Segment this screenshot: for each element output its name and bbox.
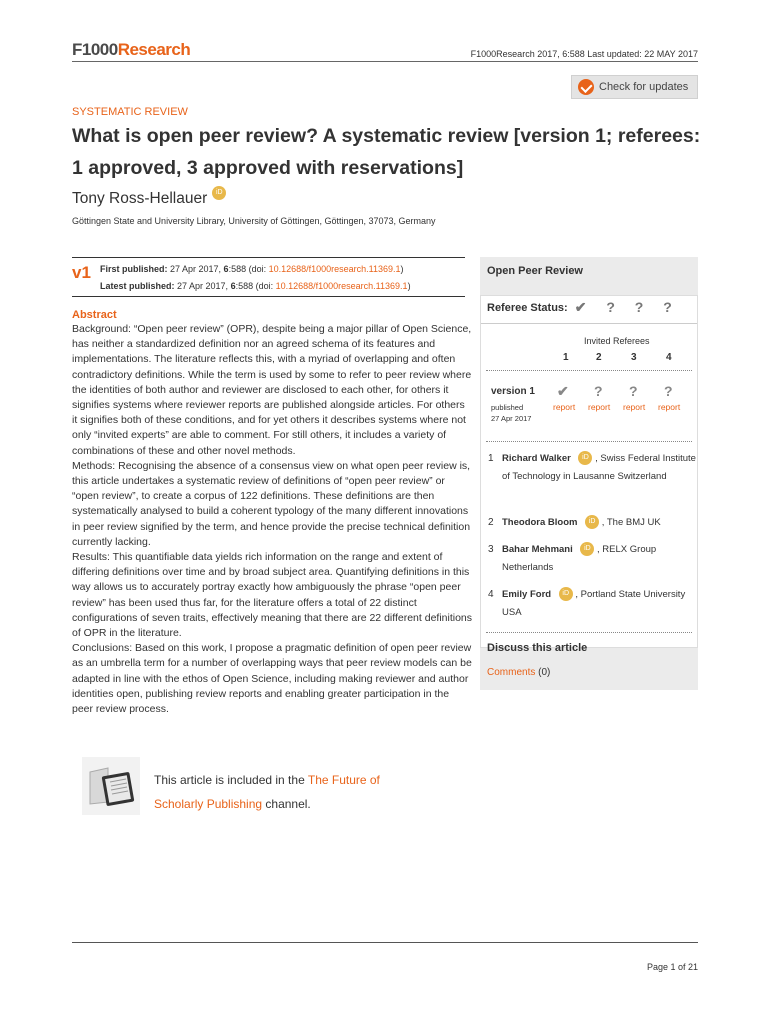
latest-published-label: Latest published: bbox=[100, 281, 175, 291]
referee-name[interactable]: Theodora Bloom bbox=[502, 517, 578, 528]
abstract-conclusions: Conclusions: Based on this work, I propose a pragmatic definition of open peer review as an umbrella term for a number of overlapping ways that peer review models can be adapted in line with the ethos of Open Science, including making reviewer and author identities open, publishing review reports and enabling greater participation in the peer review process. bbox=[72, 642, 472, 716]
abstract-body bbox=[72, 322, 472, 717]
author-affiliation: Göttingen State and University Library, University of Göttingen, Göttingen, 37073, Germany bbox=[72, 216, 436, 226]
first-published-line bbox=[100, 264, 404, 274]
referee-affiliation: , Swiss Federal Institute of Technology in Lausanne Switzerland bbox=[502, 453, 696, 482]
channel-text bbox=[154, 768, 414, 816]
referee-number-1: 1 bbox=[563, 352, 569, 363]
abstract-heading: Abstract bbox=[72, 309, 117, 321]
referee-status-row bbox=[487, 299, 680, 316]
orcid-icon[interactable]: iD bbox=[559, 587, 573, 601]
reservations-question-icon: ? bbox=[629, 383, 638, 399]
footer-divider bbox=[72, 942, 698, 943]
channel-link[interactable]: The Future of Scholarly Publishing bbox=[154, 773, 380, 811]
author-line bbox=[72, 190, 226, 208]
approved-check-icon: ✔ bbox=[557, 383, 569, 399]
logo-research: Research bbox=[117, 40, 191, 59]
open-peer-review-title: Open Peer Review bbox=[487, 265, 583, 277]
reservations-question-icon: ? bbox=[664, 383, 673, 399]
version-1-published bbox=[491, 402, 531, 424]
discuss-article-heading: Discuss this article bbox=[487, 642, 588, 654]
referee-affiliation: , Portland State University USA bbox=[502, 589, 686, 618]
latest-published-line bbox=[100, 281, 411, 291]
article-type-label: SYSTEMATIC REVIEW bbox=[72, 106, 188, 118]
referee-entry-number: 3 bbox=[488, 544, 494, 555]
referee-entry-number: 2 bbox=[488, 517, 494, 528]
tablet-book-icon bbox=[86, 764, 136, 808]
doi-close: ) bbox=[400, 264, 404, 274]
abstract-background: Background: “Open peer review” (OPR), despite being a major pillar of Open Science, has neither a standardized definition nor an agreed schema of its features and implementations. The literature reflects this, with a myriad of overlapping and often contradictory definitions. While the term is used by some to refer to peer review where the identities of both author and reviewer are disclosed to each other, for others it signifies systems where reviewer reports are published alongside articles. For others it signifies both of these conditions, and for yet others it describes systems where not only “invited experts” are able to comment. For still others, it includes a variety of combinations of these and other novel methods. bbox=[72, 323, 472, 457]
version-top-divider bbox=[72, 257, 465, 258]
referee-name[interactable]: Richard Walker bbox=[502, 453, 571, 464]
referees-bottom-divider bbox=[486, 632, 692, 633]
version-badge: v1 bbox=[72, 263, 91, 282]
referee-name[interactable]: Emily Ford bbox=[502, 589, 552, 600]
report-link-2[interactable]: report bbox=[588, 402, 611, 412]
header-divider bbox=[72, 61, 698, 62]
referee-status-label: Referee Status: bbox=[487, 301, 568, 314]
referee-entry-number: 4 bbox=[488, 589, 494, 600]
first-published-date: 27 Apr 2017, bbox=[167, 264, 224, 274]
abstract-results: Results: This quantifiable data yields rich information on the range and extent of differing definitions over time and by broad subject area. Quantifying definitions in this way allows us to accurately portray exactly how ambiguously the phrase “open peer review” has been used thus far, for the literature offers a total of 22 distinct configurations of seven traits, effectively meaning that there are 22 different definitions of OPR in the literature. bbox=[72, 551, 473, 640]
f1000research-logo[interactable] bbox=[72, 40, 190, 60]
version-bottom-divider bbox=[72, 296, 465, 297]
reservations-question-icon: ? bbox=[594, 383, 603, 399]
orcid-icon[interactable]: iD bbox=[580, 542, 594, 556]
comments-line bbox=[487, 667, 550, 678]
check-for-updates-button[interactable] bbox=[571, 75, 698, 99]
abstract-methods: Methods: Recognising the absence of a consensus view on what open peer review is, this article undertakes a systematic review of definitions of “open peer review” or “open review”, to create a corpus of 122 definitions. These definitions are then systematically analysed to build a coherent typology of the many different innovations in peer review signified by the term, and hence provide the precise technical definition currently lacking. bbox=[72, 459, 471, 548]
pages-doi-prefix: :588 (doi: bbox=[235, 281, 276, 291]
logo-f1000: F1000 bbox=[72, 40, 118, 59]
page-number: Page 1 of 21 bbox=[646, 962, 698, 972]
pages-doi-prefix: :588 (doi: bbox=[228, 264, 269, 274]
first-published-label: First published: bbox=[100, 264, 168, 274]
version-1-label: version 1 bbox=[491, 386, 535, 397]
doi-link[interactable]: 10.12688/f1000research.11369.1 bbox=[275, 281, 408, 291]
status-divider bbox=[481, 323, 697, 324]
referee-status-marks: ✔ ? ? ? bbox=[574, 299, 680, 315]
table-bottom-divider bbox=[486, 441, 692, 442]
header-meta: F1000Research 2017, 6:588 Last updated: 22 MAY 2017 bbox=[470, 49, 698, 59]
invited-referees-label: Invited Referees bbox=[584, 336, 650, 346]
author-name[interactable]: Tony Ross-Hellauer bbox=[72, 190, 208, 207]
referee-entry-number: 1 bbox=[488, 453, 494, 464]
doi-close: ) bbox=[407, 281, 411, 291]
comments-link[interactable]: Comments bbox=[487, 667, 536, 678]
report-link-4[interactable]: report bbox=[658, 402, 681, 412]
published-label: published bbox=[491, 403, 524, 412]
channel-text-before: This article is included in the bbox=[154, 773, 308, 787]
check-updates-label: Check for updates bbox=[599, 81, 689, 93]
referee-number-3: 3 bbox=[631, 352, 637, 363]
comments-count: (0) bbox=[535, 667, 551, 678]
referee-name[interactable]: Bahar Mehmani bbox=[502, 544, 573, 555]
doi-link[interactable]: 10.12688/f1000research.11369.1 bbox=[268, 264, 401, 274]
orcid-icon[interactable]: iD bbox=[212, 186, 226, 200]
article-title: What is open peer review? A systematic review [version 1; referees: 1 approved, 3 approved with reservations] bbox=[72, 125, 701, 179]
check-updates-icon bbox=[578, 79, 594, 95]
channel-text-after: channel. bbox=[262, 797, 311, 811]
volume: 6 bbox=[230, 281, 236, 291]
referee-number-4: 4 bbox=[666, 352, 672, 363]
orcid-icon[interactable]: iD bbox=[578, 451, 592, 465]
published-date: 27 Apr 2017 bbox=[491, 414, 532, 423]
latest-published-date: 27 Apr 2017, bbox=[174, 281, 231, 291]
table-divider bbox=[486, 370, 692, 371]
report-link-1[interactable]: report bbox=[553, 402, 576, 412]
orcid-icon[interactable]: iD bbox=[585, 515, 599, 529]
referee-affiliation: , RELX Group Netherlands bbox=[502, 544, 657, 573]
report-link-3[interactable]: report bbox=[623, 402, 646, 412]
channel-thumbnail bbox=[82, 757, 140, 815]
volume: 6 bbox=[223, 264, 229, 274]
referee-affiliation: , The BMJ UK bbox=[601, 517, 661, 528]
referee-number-2: 2 bbox=[596, 352, 602, 363]
